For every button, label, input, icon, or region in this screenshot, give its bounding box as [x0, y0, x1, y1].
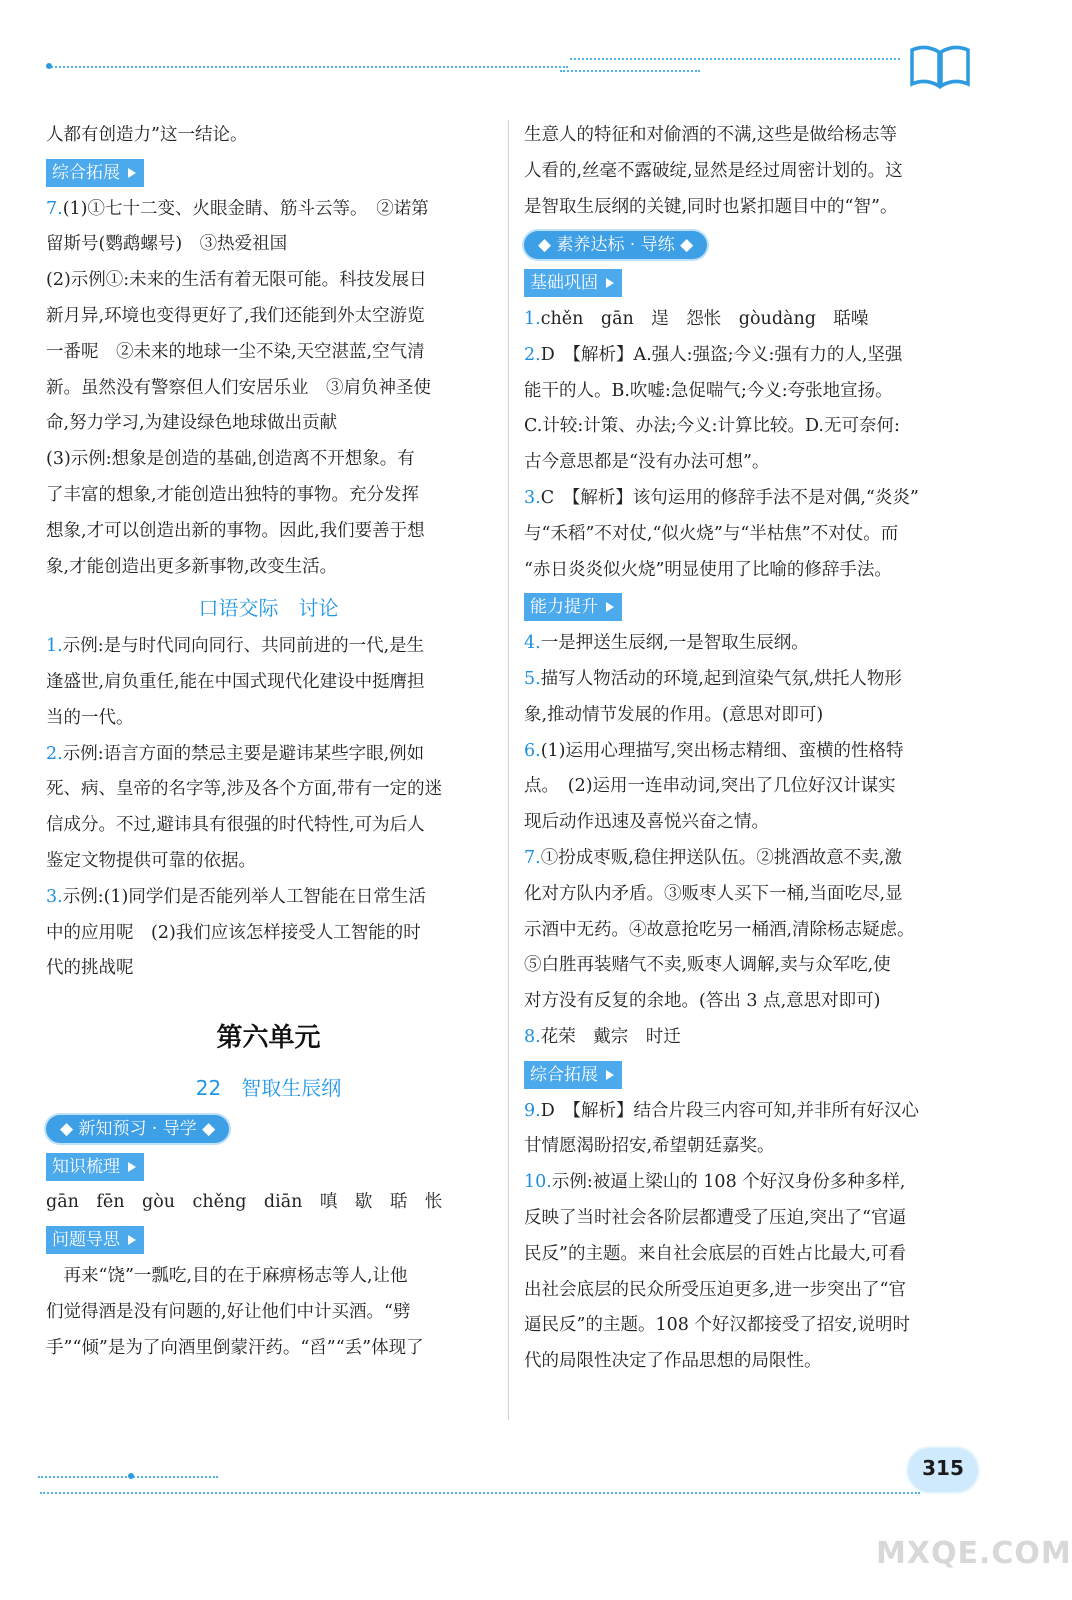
text-line	[524, 662, 984, 698]
text-line	[524, 948, 984, 984]
question-number: 9.	[524, 1100, 541, 1121]
line-text: 们觉得酒是没有问题的,好让他们中计买酒。“劈	[46, 1301, 411, 1322]
watermark: MXQE.COM	[876, 1536, 1072, 1571]
section-tag: 问题导思	[46, 1226, 144, 1254]
text-line	[46, 951, 491, 987]
question-number: 6.	[524, 740, 541, 761]
line-text: 信成分。不过,避讳具有很强的时代特性,可为后人	[46, 815, 425, 836]
line-text: 中的应用呢 (2)我们应该怎样接受人工智能的时	[46, 922, 421, 943]
line-text: D 【解析】A.强人:强盗;今义:强有力的人,坚强	[540, 344, 903, 365]
section-title: 22 智取生辰纲	[195, 1075, 342, 1100]
line-text: 现后动作迅速及喜悦兴奋之情。	[524, 812, 769, 833]
text-line	[46, 335, 491, 371]
line-text: 对方没有反复的余地。(答出 3 点,意思对即可)	[524, 991, 881, 1012]
line-text: 示例:是与时代同向同行、共同前进的一代,是生	[62, 636, 425, 657]
line-text: 示例:(1)同学们是否能列举人工智能在日常生活	[62, 886, 426, 907]
text-line	[524, 338, 984, 374]
question-number: 3.	[524, 487, 541, 508]
line-text: “赤日炎炎似火烧”明显使用了比喻的修辞手法。	[524, 559, 892, 580]
line-text: 点。 (2)运用一连串动词,突出了几位好汉计谋实	[524, 776, 896, 797]
section-tag: 综合拓展	[524, 1061, 622, 1089]
section-tag: 知识梳理	[46, 1153, 144, 1181]
line-text: 描写人物活动的环境,起到渲染气氛,烘托人物形	[540, 668, 902, 689]
line-text: 反映了当时社会各阶层都遭受了压迫,突出了“官逼	[524, 1207, 907, 1228]
text-line	[524, 913, 984, 949]
line-text: 化对方队内矛盾。③贩枣人买下一桶,当面吃尽,显	[524, 883, 903, 904]
text-line	[46, 118, 491, 154]
line-text: 人都有创造力”这一结论。	[46, 125, 248, 145]
text-line	[46, 227, 491, 263]
text-line	[524, 445, 984, 481]
section-tag-row	[524, 264, 984, 302]
header-dotted-rule-2	[570, 58, 900, 60]
line-text: 与“禾稻”不对仗,“似火烧”与“半枯焦”不对仗。而	[524, 523, 899, 544]
text-line	[46, 772, 491, 808]
page-number: 315	[922, 1456, 964, 1480]
section-tag-row	[46, 1221, 491, 1259]
line-text: 新月异,环境也变得更好了,我们还能到外太空游览	[46, 305, 425, 326]
line-text: (1)运用心理描写,突出杨志精细、蛮横的性格特	[540, 740, 904, 761]
text-line	[524, 1020, 984, 1056]
text-line	[46, 406, 491, 442]
text-line	[524, 805, 984, 841]
question-number: 8.	[524, 1026, 541, 1047]
section-tag-row	[46, 154, 491, 192]
line-text: 象,才能创造出更多新事物,改变生活。	[46, 556, 338, 577]
text-line	[46, 665, 491, 701]
text-line	[524, 1094, 984, 1130]
section-pill-row	[524, 225, 984, 264]
spacer	[46, 987, 491, 1021]
text-line	[524, 877, 984, 913]
footer-dotted-rule-2	[40, 1492, 920, 1494]
line-text: 象,推动情节发展的作用。(意思对即可)	[524, 704, 824, 725]
text-line	[46, 880, 491, 916]
text-line	[46, 1185, 491, 1221]
line-text: 逢盛世,肩负重任,能在中国式现代化建设中挺膺担	[46, 671, 425, 692]
text-line	[46, 371, 491, 407]
line-text: (2)示例①:未来的生活有着无限可能。科技发展日	[46, 270, 427, 291]
line-text: 示例:语言方面的禁忌主要是避讳某些字眼,例如	[62, 743, 425, 764]
line-text: 死、病、皇帝的名字等,涉及各个方面,带有一定的迷	[46, 779, 443, 800]
section-tag: 综合拓展	[46, 159, 144, 187]
book-icon	[908, 40, 972, 90]
text-line	[46, 514, 491, 550]
line-text: 一是押送生辰纲,一是智取生辰纲。	[540, 633, 809, 654]
unit-title: 第六单元	[216, 1023, 321, 1054]
text-line	[46, 808, 491, 844]
question-number: 3.	[46, 886, 63, 907]
left-column	[46, 118, 491, 1366]
text-line	[46, 1295, 491, 1331]
text-line	[524, 1273, 984, 1309]
line-text: 当的一代。	[46, 707, 134, 728]
line-text: (1)①七十二变、火眼金睛、筋斗云等。 ②诺第	[62, 198, 429, 219]
line-text: 人看的,丝毫不露破绽,显然是经过周密计划的。这	[524, 160, 903, 181]
line-text: 逼民反”的主题。108 个好汉都接受了招安,说明时	[524, 1315, 910, 1336]
line-text: 古今意思都是“没有办法可想”。	[524, 452, 770, 473]
line-text: chěn gān 逞 怨怅 gòudàng 聒噪	[540, 308, 869, 329]
question-number: 10.	[524, 1172, 552, 1193]
line-text: D 【解析】结合片段三内容可知,并非所有好汉心	[540, 1100, 920, 1121]
question-number: 7.	[524, 847, 541, 868]
question-number: 1.	[46, 636, 63, 657]
text-line	[524, 374, 984, 410]
page-number-badge	[908, 1448, 978, 1492]
question-number: 1.	[524, 308, 541, 329]
text-line	[46, 701, 491, 737]
line-text: 出社会底层的民众所受压迫更多,进一步突出了“官	[524, 1279, 907, 1300]
line-text: C 【解析】该句运用的修辞手法不是对偶,“炎炎”	[540, 487, 919, 508]
text-line	[46, 629, 491, 665]
text-line	[46, 263, 491, 299]
text-line	[46, 844, 491, 880]
line-text: (3)示例:想象是创造的基础,创造离不开想象。有	[46, 449, 415, 470]
text-line	[524, 154, 984, 190]
text-line	[524, 409, 984, 445]
line-text: 再来“饶”一瓢吃,目的在于麻痹杨志等人,让他	[46, 1265, 408, 1286]
question-number: 7.	[46, 198, 63, 219]
text-line	[46, 192, 491, 228]
text-line	[46, 1331, 491, 1367]
footer-dot	[128, 1473, 134, 1479]
line-text: gān fēn gòu chěng diān 嗔 歇 聒 怅	[46, 1192, 443, 1213]
section-pill: ◆ 素养达标 · 导练 ◆	[524, 231, 707, 259]
line-text: 示例:被逼上梁山的 108 个好汉身份多种多样,	[551, 1172, 906, 1193]
text-line	[524, 1237, 984, 1273]
line-text: 想象,才可以创造出新的事物。因此,我们要善于想	[46, 520, 425, 541]
line-text: 代的挑战呢	[46, 958, 134, 979]
section-pill-row	[46, 1109, 491, 1148]
header-dotted-rule	[48, 66, 568, 68]
line-text: 一番呢 ②未来的地球一尘不染,天空湛蓝,空气清	[46, 341, 425, 362]
section-pill: ◆ 新知预习 · 导学 ◆	[46, 1115, 229, 1143]
text-line	[524, 769, 984, 805]
text-line	[524, 1201, 984, 1237]
line-text: 生意人的特征和对偷酒的不满,这些是做给杨志等	[524, 125, 898, 145]
text-line	[524, 698, 984, 734]
section-tag: 基础巩固	[524, 269, 622, 297]
text-line	[524, 553, 984, 589]
text-line	[46, 299, 491, 335]
text-line	[524, 481, 984, 517]
text-line	[46, 478, 491, 514]
text-line	[46, 916, 491, 952]
question-number: 5.	[524, 668, 541, 689]
line-text: 手”“倾”是为了向酒里倒蒙汗药。“舀”“丢”体现了	[46, 1337, 424, 1358]
line-text: 甘情愿渴盼招安,希望朝廷嘉奖。	[524, 1136, 775, 1157]
text-line	[524, 1344, 984, 1380]
section-tag-row	[46, 1148, 491, 1186]
line-text: 代的局限性决定了作品思想的局限性。	[524, 1351, 822, 1372]
text-line	[46, 550, 491, 586]
header-dotted-rule-3	[560, 70, 700, 72]
question-number: 4.	[524, 633, 541, 654]
right-column	[524, 118, 984, 1380]
line-text: ⑤白胜再装赌气不卖,贩枣人调解,卖与众军吃,使	[524, 955, 891, 976]
text-line	[524, 1308, 984, 1344]
section-tag-row	[524, 588, 984, 626]
text-line	[524, 841, 984, 877]
line-text: ①扮成枣贩,稳住押送队伍。②挑酒故意不卖,激	[540, 847, 902, 868]
line-text: 命,努力学习,为建设绿色地球做出贡献	[46, 413, 338, 434]
text-line	[524, 1165, 984, 1201]
line-text: 是智取生辰纲的关键,同时也紧扣题目中的“智”。	[524, 196, 898, 217]
line-text: 新。虽然没有警察但人们安居乐业 ③肩负神圣使	[46, 377, 431, 398]
line-text: 民反”的主题。来自社会底层的百姓占比最大,可看	[524, 1243, 907, 1264]
line-text: 留斯号(鹦鹉螺号) ③热爱祖国	[46, 234, 288, 255]
text-line	[524, 302, 984, 338]
section-tag-row	[524, 1056, 984, 1094]
text-line	[524, 734, 984, 770]
line-text: 花荣 戴宗 时迁	[540, 1026, 681, 1047]
text-line	[524, 118, 984, 154]
text-line	[524, 1129, 984, 1165]
header-dot	[46, 63, 52, 69]
line-text: 示酒中无药。④故意抢吃另一桶酒,清除杨志疑虑。	[524, 919, 915, 940]
section-tag: 能力提升	[524, 593, 622, 621]
line-text: 了丰富的想象,才能创造出独特的事物。充分发挥	[46, 484, 420, 505]
section-title: 口语交际 讨论	[198, 596, 339, 621]
text-line	[524, 984, 984, 1020]
text-line	[524, 517, 984, 553]
text-line	[46, 1259, 491, 1295]
text-line	[524, 190, 984, 226]
line-text: C.计较:计策、办法;今义:计算比较。D.无可奈何:	[524, 416, 900, 437]
column-divider	[508, 120, 509, 1420]
text-line	[46, 442, 491, 478]
text-line	[46, 737, 491, 773]
line-text: 鉴定文物提供可靠的依据。	[46, 850, 256, 871]
line-text: 能干的人。B.吹嘘:急促喘气;今义:夸张地宣扬。	[524, 380, 893, 401]
question-number: 2.	[46, 743, 63, 764]
question-number: 2.	[524, 344, 541, 365]
text-line	[524, 626, 984, 662]
